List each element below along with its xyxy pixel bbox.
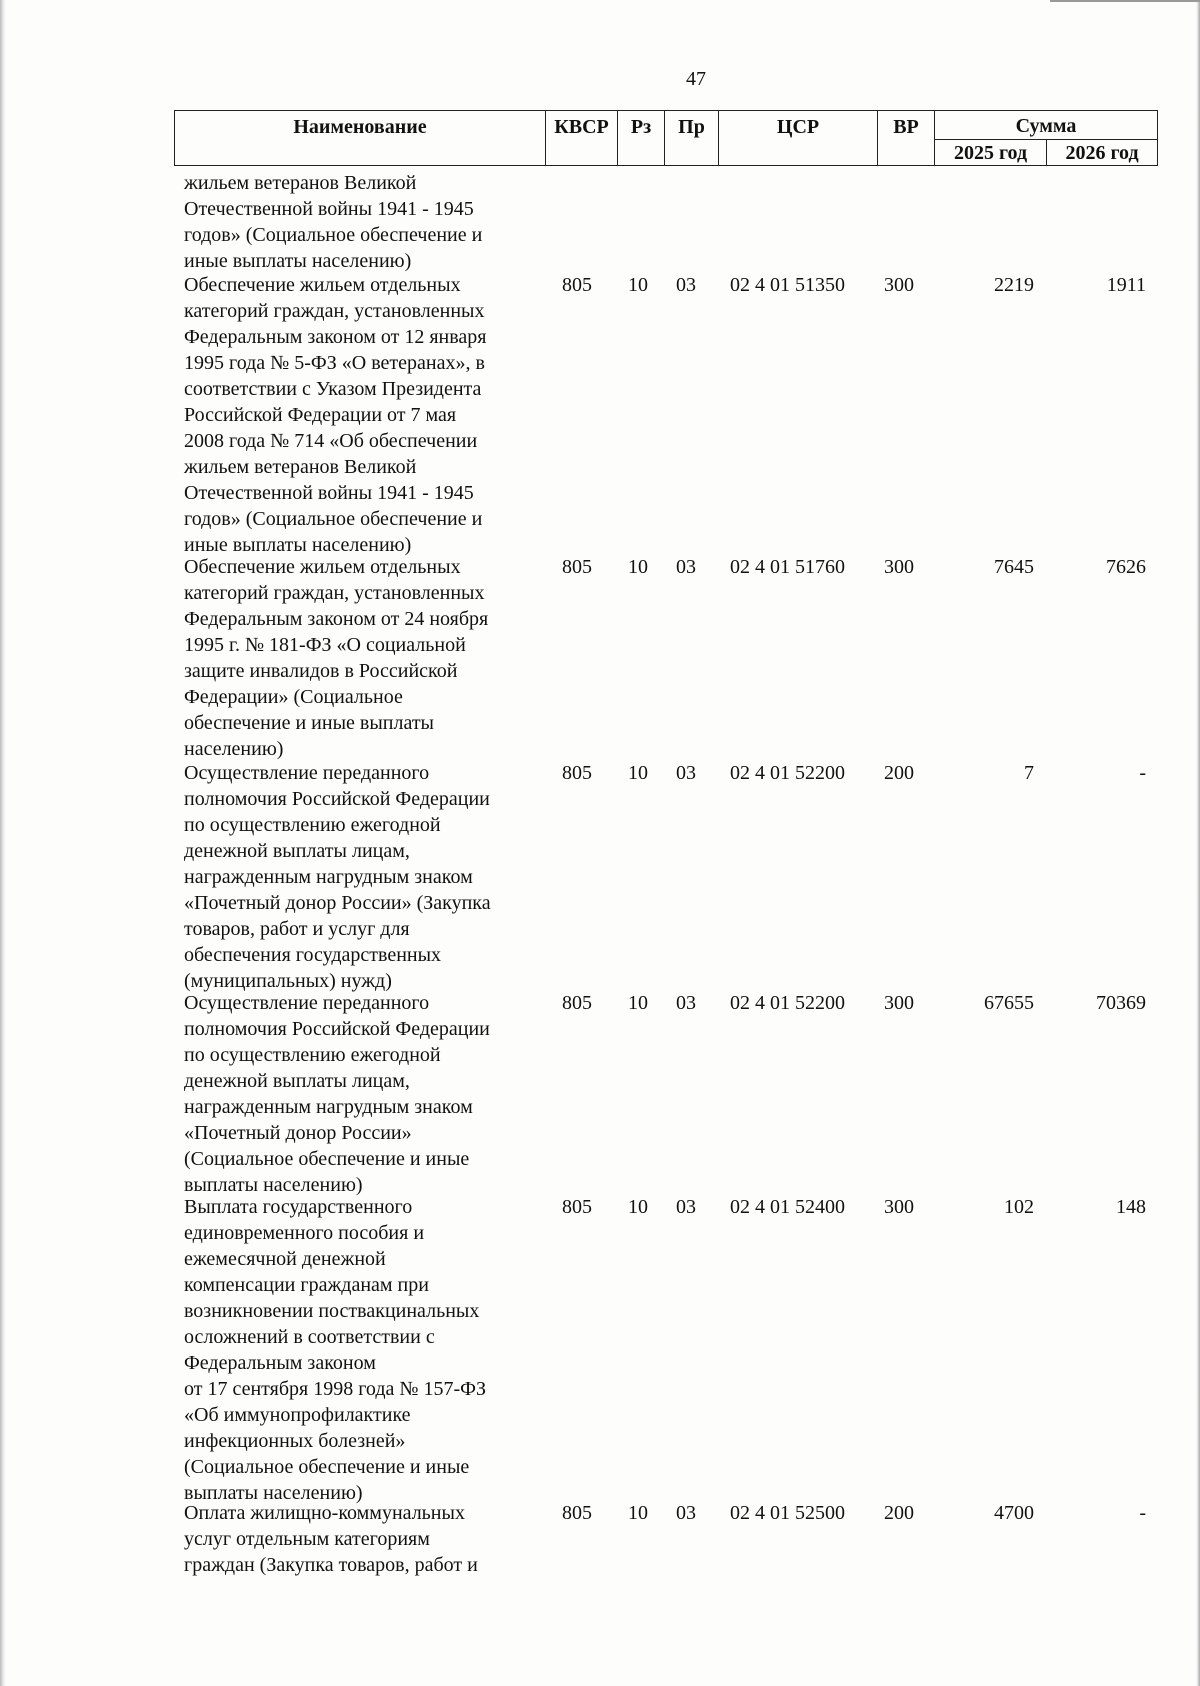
row-csr: 02 4 01 52400: [730, 1196, 845, 1218]
header-year-2026: 2026 год: [1046, 139, 1158, 166]
header-rz: Рз: [617, 110, 665, 166]
row-sum-2025: 7: [1024, 762, 1034, 784]
row-sum-2026: 148: [1116, 1196, 1146, 1218]
row-pr: 03: [676, 992, 696, 1014]
row-vr: 300: [884, 274, 914, 296]
row-csr: 02 4 01 51760: [730, 556, 845, 578]
row-kvsr: 805: [562, 556, 592, 578]
row-kvsr: 805: [562, 992, 592, 1014]
row-rz: 10: [628, 1196, 648, 1218]
continuation-lines: жильем ветеранов Великой Отечественной войны 1941 - 1945 годов» (Социальное обеспечение и иные выплаты населению): [184, 172, 483, 272]
scan-right-edge: [1196, 0, 1200, 1686]
row-sum-2025: 4700: [994, 1502, 1034, 1524]
row-pr: 03: [676, 762, 696, 784]
row-name: Оплата жилищно-коммунальных услуг отдельным категориям граждан (Закупка товаров, работ и: [184, 1502, 478, 1576]
header-vr: ВР: [877, 110, 935, 166]
row-rz: 10: [628, 762, 648, 784]
row-vr: 200: [884, 762, 914, 784]
table-header: [174, 110, 1158, 166]
row-name: Выплата государственного единовременного пособия и ежемесячной денежной компенсации гражданам при возникновении поствакцинальных осложнений в соответствии с Федеральным законом от 17 сентября 1998 года № 157-ФЗ «Об иммунопрофилактике инфекционных болезней» (Социальное обеспечение и иные выплаты населению): [184, 1196, 486, 1504]
row-csr: 02 4 01 52200: [730, 762, 845, 784]
row-kvsr: 805: [562, 1502, 592, 1524]
row-name: Осуществление переданного полномочия Российской Федерации по осуществлению ежегодной денежной выплаты лицам, награжденным нагрудным знаком «Почетный донор России» (Социальное обеспечение и иные выплаты населению): [184, 992, 490, 1196]
row-sum-2026: 7626: [1106, 556, 1146, 578]
row-csr: 02 4 01 51350: [730, 274, 845, 296]
row-vr: 300: [884, 556, 914, 578]
row-pr: 03: [676, 1196, 696, 1218]
row-pr: 03: [676, 274, 696, 296]
row-sum-2026: 1911: [1106, 274, 1146, 296]
row-sum-2025: 102: [1004, 1196, 1034, 1218]
header-name: Наименование: [174, 110, 546, 166]
row-rz: 10: [628, 274, 648, 296]
row-vr: 200: [884, 1502, 914, 1524]
row-sum-2025: 7645: [994, 556, 1034, 578]
header-pr: Пр: [664, 110, 719, 166]
row-kvsr: 805: [562, 274, 592, 296]
header-sum: Сумма: [934, 110, 1158, 140]
page-number: 47: [686, 68, 706, 90]
row-kvsr: 805: [562, 1196, 592, 1218]
header-year-2025: 2025 год: [934, 139, 1047, 166]
row-sum-2026: 70369: [1096, 992, 1146, 1014]
row-vr: 300: [884, 992, 914, 1014]
row-sum-2025: 2219: [994, 274, 1034, 296]
row-rz: 10: [628, 556, 648, 578]
row-rz: 10: [628, 992, 648, 1014]
row-csr: 02 4 01 52200: [730, 992, 845, 1014]
header-kvsr: КВСР: [545, 110, 618, 166]
row-name: Обеспечение жильем отдельных категорий граждан, установленных Федеральным законом от 24 ноября 1995 г. № 181-ФЗ «О социальной защите инвалидов в Российской Федерации» (Социальное обеспечение и иные выплаты населению): [184, 556, 489, 760]
row-name: Осуществление переданного полномочия Российской Федерации по осуществлению ежегодной денежной выплаты лицам, награжденным нагрудным знаком «Почетный донор России» (Закупка товаров, работ и услуг для обеспечения государственных (муниципальных) нужд): [184, 762, 491, 992]
row-pr: 03: [676, 1502, 696, 1524]
row-sum-2026: -: [1139, 762, 1146, 784]
row-csr: 02 4 01 52500: [730, 1502, 845, 1524]
row-vr: 300: [884, 1196, 914, 1218]
scan-top-edge: [1050, 0, 1200, 2]
header-csr: ЦСР: [718, 110, 878, 166]
row-rz: 10: [628, 1502, 648, 1524]
row-kvsr: 805: [562, 762, 592, 784]
scan-left-edge: [0, 0, 6, 1686]
row-sum-2025: 67655: [984, 992, 1034, 1014]
row-name: Обеспечение жильем отдельных категорий граждан, установленных Федеральным законом от 12 января 1995 года № 5-ФЗ «О ветеранах», в соответствии с Указом Президента Российской Федерации от 7 мая 2008 года № 714 «Об обеспечении жильем ветеранов Великой Отечественной войны 1941 - 1945 годов» (Социальное обеспечение и иные выплаты населению): [184, 274, 487, 556]
row-sum-2026: -: [1139, 1502, 1146, 1524]
continuation-text: [184, 170, 544, 274]
row-pr: 03: [676, 556, 696, 578]
